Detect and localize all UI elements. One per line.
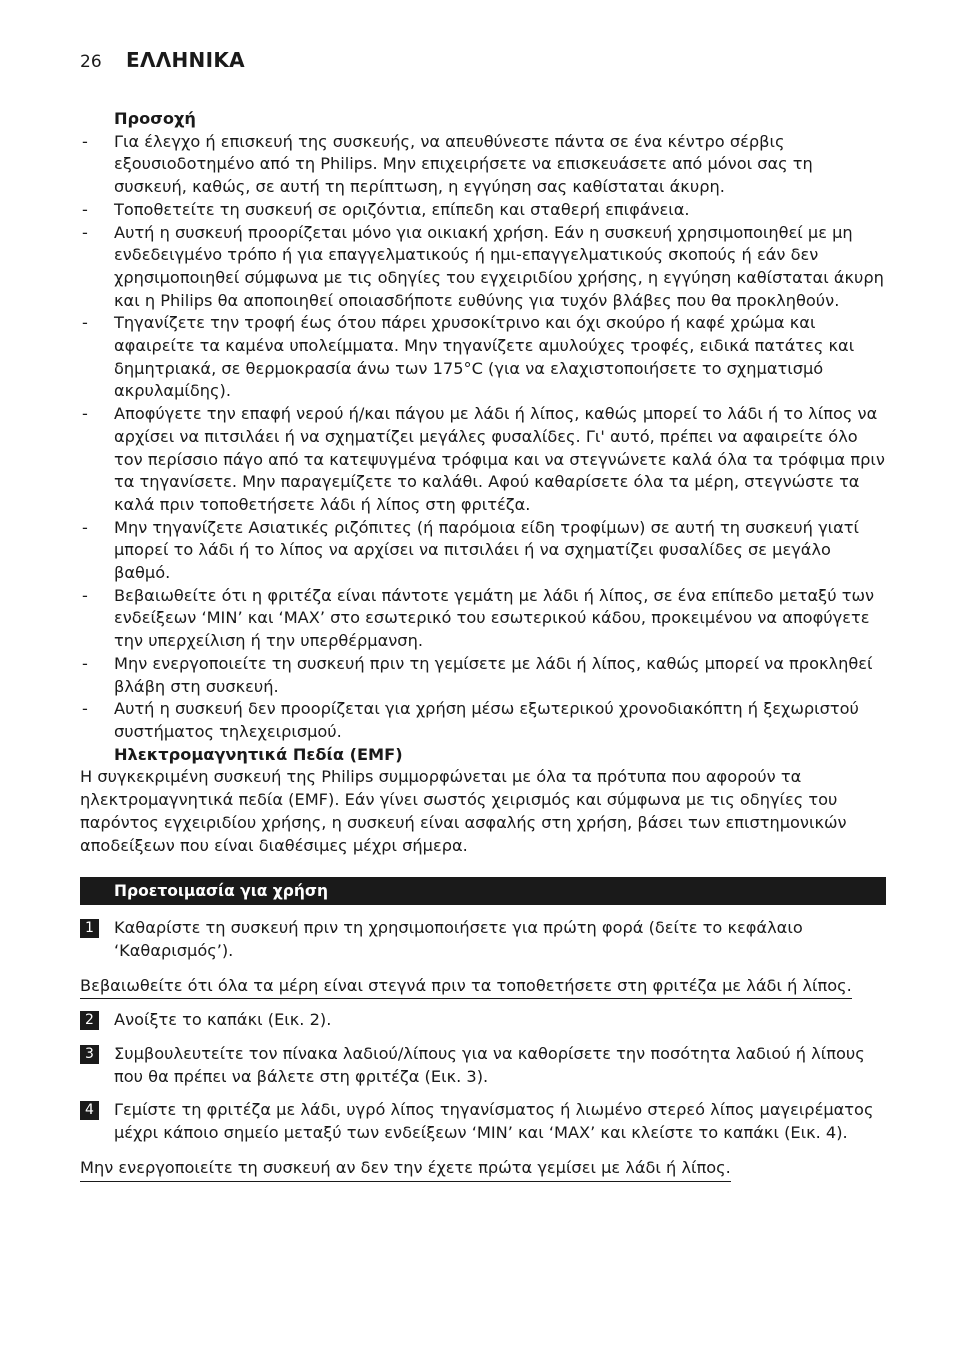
- step-text: Γεμίστε τη φριτέζα με λάδι, υγρό λίπος τηγανίσματος ή λιωμένο στερεό λίπος μαγειρέματος μέχρι κάποιο σημείο μεταξύ των ενδείξεων ‘MIN’ και ‘MAX’ και κλείστε το καπάκι (Εικ. 4).: [114, 1100, 874, 1143]
- step-text: Ανοίξτε το καπάκι (Εικ. 2).: [114, 1010, 332, 1030]
- step-text: Καθαρίστε τη συσκευή πριν τη χρησιμοποιήσετε για πρώτη φορά (δείτε το κεφάλαιο ‘Καθαρισμός’).: [114, 918, 803, 960]
- note-1-wrap: [80, 975, 886, 1000]
- step-3: [80, 1043, 886, 1088]
- page-header: [80, 48, 245, 72]
- emf-paragraph: Η συγκεκριμένη συσκευή της Philips συμμορφώνεται με όλα τα πρότυπα που αφορούν τα ηλεκτρομαγνητικά πεδία (EMF). Εάν γίνει σωστός χειρισμός και σύμφωνα με τις οδηγίες του παρόντος εγχειριδίου χρήσης, η συσκευή είναι ασφαλής στη χρήση, βάσει των επιστημονικών αποδείξεων που είναι διαθέσιμες μέχρι σήμερα.: [80, 767, 847, 855]
- caution-item: - Τηγανίζετε την τροφή έως ότου πάρει χρυσοκίτρινο και όχι σκούρο ή καφέ χρώμα και αφαιρείτε τα καμένα υπολείμματα. Μην τηγανίζετε αμυλούχες τροφές, ειδικά πατάτες και δημητριακά, σε θερμοκρασία άνω των 175°C (για να ελαχιστοποιήσετε το σχηματισμό ακρυλαμίδης).: [80, 312, 886, 403]
- step-number-badge: 2: [80, 1011, 99, 1030]
- caution-list: [80, 131, 886, 744]
- step-4: [80, 1099, 886, 1144]
- page-number: 26: [80, 52, 102, 72]
- caution-item: - Αυτή η συσκευή δεν προορίζεται για χρήση μέσω εξωτερικού χρονοδιακόπτη ή ξεχωριστού συστήματος τηλεχειρισμού.: [80, 698, 886, 743]
- step-number-badge: 3: [80, 1045, 99, 1064]
- caution-heading: Προσοχή: [114, 109, 196, 128]
- step-1: [80, 917, 886, 962]
- caution-item: - Βεβαιωθείτε ότι η φριτέζα είναι πάντοτε γεμάτη με λάδι ή λίπος, σε ένα επίπεδο μεταξύ των ενδείξεων ‘MIN’ και ‘MAX’ στο εσωτερικό του εσωτερικού κάδου, προκειμένου να αποφύγετε την υπερχείλιση ή την υπερθέρμανση.: [80, 585, 886, 653]
- note-2-wrap: [80, 1157, 886, 1182]
- note-underlined: Βεβαιωθείτε ότι όλα τα μέρη είναι στεγνά πριν τα τοποθετήσετε στη φριτέζα με λάδι ή λίπος.: [80, 975, 852, 1000]
- page-content: [80, 108, 886, 1182]
- language-heading: ΕΛΛΗΝΙΚΑ: [126, 48, 245, 72]
- step-number-badge: 1: [80, 919, 99, 938]
- caution-item: - Τοποθετείτε τη συσκευή σε οριζόντια, επίπεδη και σταθερή επιφάνεια.: [80, 199, 886, 222]
- note-underlined: Μην ενεργοποιείτε τη συσκευή αν δεν την έχετε πρώτα γεμίσει με λάδι ή λίπος.: [80, 1157, 731, 1182]
- emf-heading: Ηλεκτρομαγνητικά Πεδία (EMF): [114, 744, 403, 764]
- caution-item: - Μην τηγανίζετε Ασιατικές ριζόπιτες (ή παρόμοια είδη τροφίμων) σε αυτή τη συσκευή γιατί μπορεί το λάδι ή το λίπος να αρχίσει να πιτσιλάει ή να σχηματίζει φυσαλίδες σε μεγάλο βαθμό.: [80, 517, 886, 585]
- caution-item: - Αυτή η συσκευή προορίζεται μόνο για οικιακή χρήση. Εάν η συσκευή χρησιμοποιηθεί με μη ενδεδειγμένο τρόπο ή για επαγγελματικούς ή ημι-επαγγελματικούς σκοπούς ή εάν δεν χρησιμοποιηθεί σύμφωνα με τις οδηγίες του εγχειριδίου χρήσης, η εγγύηση καθίσταται άκυρη και η Philips θα αποποιηθεί οποιασδήποτε ευθύνης για τυχόν βλάβες που θα προκληθούν.: [80, 222, 886, 313]
- step-text: Συμβουλευτείτε τον πίνακα λαδιού/λίπους για να καθορίσετε την ποσότητα λαδιού ή λίπους που θα πρέπει να βάλετε στη φριτέζα (Εικ. 3).: [114, 1044, 865, 1086]
- step-number-badge: 4: [80, 1101, 99, 1120]
- step-2: [80, 1009, 886, 1032]
- caution-item: - Μην ενεργοποιείτε τη συσκευή πριν τη γεμίσετε με λάδι ή λίπος, καθώς μπορεί να προκληθεί βλάβη στη συσκευή.: [80, 653, 886, 698]
- prep-section-heading: Προετοιμασία για χρήση: [80, 877, 886, 905]
- caution-item: - Για έλεγχο ή επισκευή της συσκευής, να απευθύνεστε πάντα σε ένα κέντρο σέρβις εξουσιοδοτημένο από τη Philips. Μην επιχειρήσετε να επισκευάσετε από μόνοι σας τη συσκευή, καθώς, σε αυτή τη περίπτωση, η εγγύηση σας καθίσταται άκυρη.: [80, 131, 886, 199]
- caution-item: - Αποφύγετε την επαφή νερού ή/και πάγου με λάδι ή λίπος, καθώς μπορεί το λάδι ή το λίπος να αρχίσει να πιτσιλάει ή να σχηματίζει μεγάλες φυσαλίδες. Γι' αυτό, πρέπει να αφαιρείτε όλο τον περίσσιο πάγο από τα κατεψυγμένα τρόφιμα και να στεγνώνετε καλά όλα τα τρόφιμα πριν τα τηγανίσετε. Μην παραγεμίζετε το καλάθι. Αφού καθαρίσετε όλα τα μέρη, στεγνώστε τα καλά πριν τοποθετήσετε λάδι ή λίπος στη φριτέζα.: [80, 403, 886, 517]
